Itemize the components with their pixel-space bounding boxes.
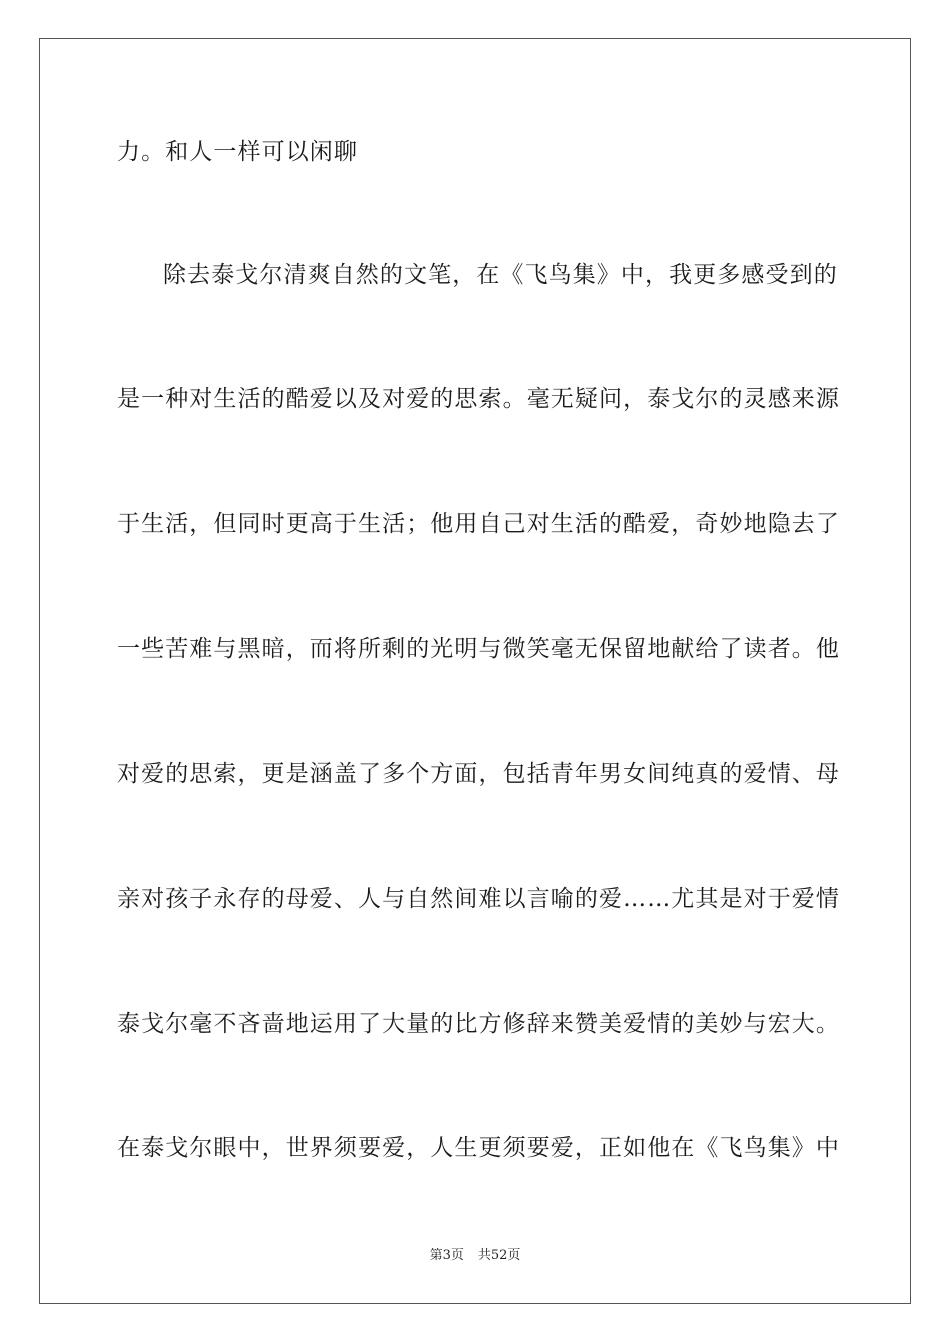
text-line-5: 一些苦难与黑暗，而将所剩的光明与微笑毫无保留地献给了读者。他	[117, 636, 840, 662]
text-line-6: 对爱的思索，更是涵盖了多个方面，包括青年男女间纯真的爱情、母	[117, 761, 840, 787]
page-footer	[0, 1247, 950, 1265]
text-line-3: 是一种对生活的酷爱以及对爱的思索。毫无疑问，泰戈尔的灵感来源	[117, 386, 840, 412]
text-line-2: 除去泰戈尔清爽自然的文笔，在《飞鸟集》中，我更多感受到的	[163, 262, 838, 288]
page-border	[39, 38, 911, 1304]
text-line-8: 泰戈尔毫不吝啬地运用了大量的比方修辞来赞美爱情的美妙与宏大。	[117, 1011, 840, 1037]
text-line-7: 亲对孩子永存的母爱、人与自然间难以言喻的爱……尤其是对于爱情	[117, 886, 840, 912]
text-line-1: 力。和人一样可以闲聊	[117, 139, 358, 165]
text-line-9: 在泰戈尔眼中，世界须要爱，人生更须要爱，正如他在《飞鸟集》中	[117, 1135, 840, 1161]
text-line-4: 于生活，但同时更高于生活；他用自己对生活的酷爱，奇妙地隐去了	[117, 511, 840, 537]
page-number: 第3页	[429, 1248, 464, 1263]
page-total: 共52页	[477, 1248, 521, 1263]
